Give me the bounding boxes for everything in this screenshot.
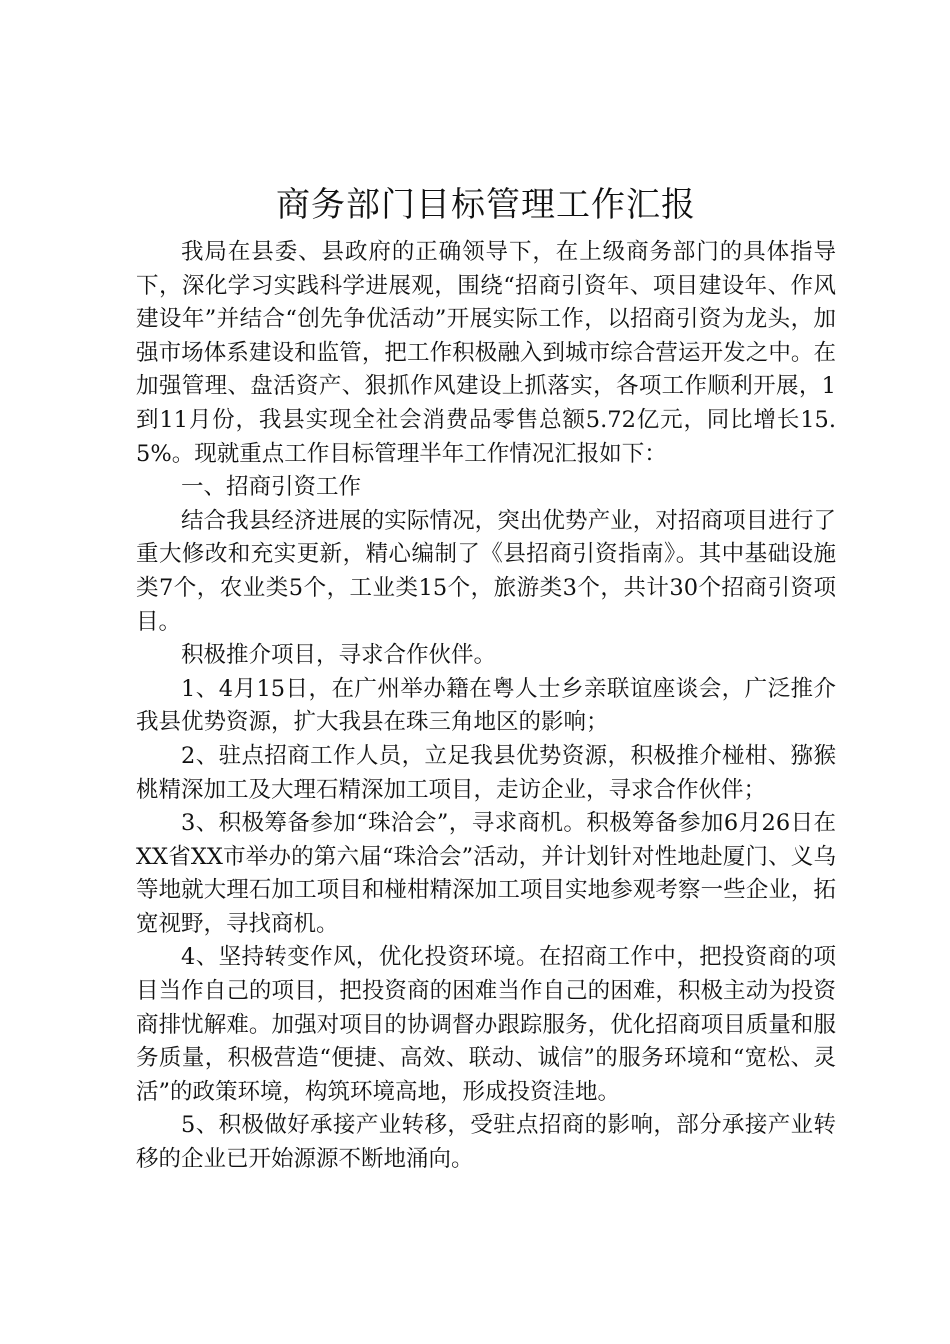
paragraph-intro: 我局在县委、县政府的正确领导下，在上级商务部门的具体指导下，深化学习实践科学进展观，围绕“招商引资年、项目建设年、作风建设年”并结合“创先争优活动”开展实际工作，以招商引资为龙头，加强市场体系建设和监管，把工作积极融入到城市综合营运开发之中。在加强管理、盘活资产、狠抓作风建设上抓落实，各项工作顺利开展，1到11月份，我县实现全社会消费品零售总额5.72亿元，同比增长15.5%。现就重点工作目标管理半年工作情况汇报如下：: [136, 239, 836, 467]
section-heading-investment: 一、招商引资工作: [181, 474, 362, 501]
list-item-3: 3、积极筹备参加“珠洽会”，寻求商机。积极筹备参加6月26日在XX省XX市举办的第六届“珠洽会”活动，并计划针对性地赴厦门、义乌等地就大理石加工项目和椪柑精深加工项目实地参观考察一些企业，拓宽视野，寻找商机。: [136, 810, 836, 937]
list-item-1: 1、4月15日，在广州举办籍在粤人士乡亲联谊座谈会，广泛推介我县优势资源，扩大我县在珠三角地区的影响；: [136, 675, 836, 736]
list-item-2: 2、驻点招商工作人员，立足我县优势资源，积极推介椪柑、猕猴桃精深加工及大理石精深加工项目，走访企业，寻求合作伙伴；: [136, 742, 836, 803]
paragraph-promote-projects: 积极推介项目，寻求合作伙伴。: [181, 642, 497, 669]
list-item-4: 4、坚持转变作风，优化投资环境。在招商工作中，把投资商的项目当作自己的项目，把投资商的困难当作自己的困难，积极主动为投资商排忧解难。加强对项目的协调督办跟踪服务，优化招商项目质量和服务质量，积极营造“便捷、高效、联动、诚信”的服务环境和“宽松、灵活”的政策环境，构筑环境高地，形成投资洼地。: [136, 944, 836, 1105]
document-title: 商务部门目标管理工作汇报: [276, 185, 696, 225]
document-page: [136, 182, 836, 1177]
paragraph-investment-guide: 结合我县经济进展的实际情况，突出优势产业，对招商项目进行了重大修改和充实更新，精心编制了《县招商引资指南》。其中基础设施类7个，农业类5个，工业类15个，旅游类3个，共计30个招商引资项目。: [136, 507, 836, 635]
list-item-5: 5、积极做好承接产业转移，受驻点招商的影响，部分承接产业转移的企业已开始源源不断地涌向。: [136, 1112, 836, 1173]
